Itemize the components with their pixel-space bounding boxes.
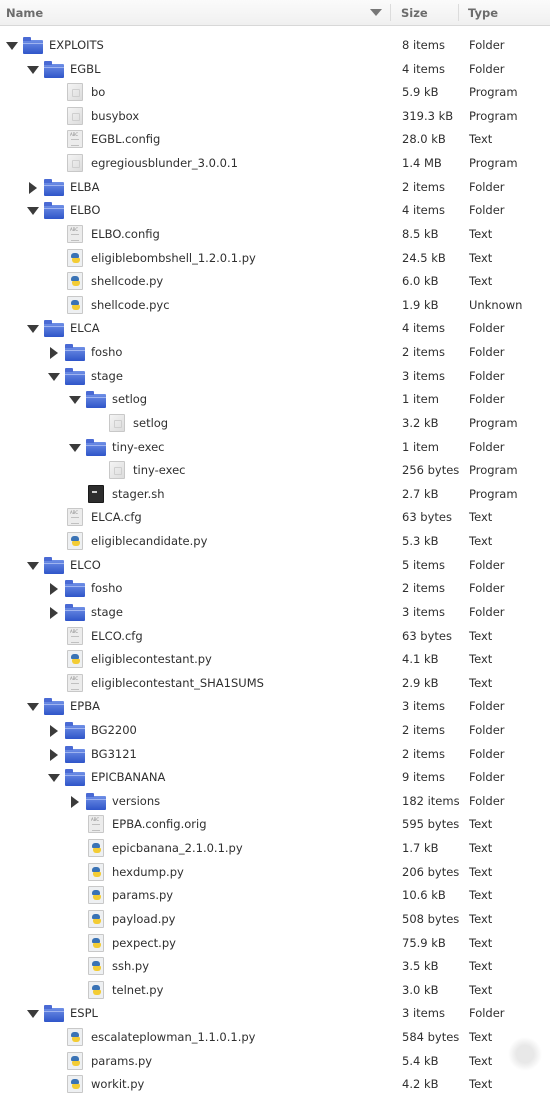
item-name: params.py — [91, 1053, 153, 1068]
item-size: 4 items — [402, 321, 445, 336]
python-file-icon — [65, 1028, 85, 1046]
item-size: 5.9 kB — [402, 85, 439, 100]
tree-file-row[interactable] — [0, 294, 550, 317]
item-size: 9 items — [402, 770, 445, 785]
python-file-icon — [86, 981, 106, 999]
shell-script-icon — [86, 485, 106, 503]
tree-folder-row[interactable] — [0, 341, 550, 364]
item-name: ELCA — [70, 321, 100, 336]
tree-folder-row[interactable] — [0, 577, 550, 600]
item-name: stage — [91, 368, 123, 383]
tree-folder-row[interactable] — [0, 199, 550, 222]
item-name: BG3121 — [91, 746, 137, 761]
text-file-icon — [65, 130, 85, 148]
item-name: EPBA — [70, 699, 100, 714]
tree-file-row[interactable] — [0, 861, 550, 884]
item-name: egregiousblunder_3.0.0.1 — [91, 156, 238, 171]
item-name: tiny-exec — [133, 463, 186, 478]
item-type: Text — [469, 864, 493, 879]
python-file-icon — [65, 1052, 85, 1070]
item-type: Folder — [469, 203, 505, 218]
item-size: 5.4 kB — [402, 1053, 439, 1068]
item-size: 256 bytes — [402, 463, 460, 478]
item-type: Program — [469, 108, 518, 123]
program-file-icon — [65, 154, 85, 172]
tree-folder-row[interactable] — [0, 34, 550, 57]
tree-file-row[interactable] — [0, 672, 550, 695]
folder-icon — [44, 556, 64, 574]
expander-open-icon[interactable] — [48, 772, 59, 783]
expander-open-icon[interactable] — [27, 701, 38, 712]
item-type: Program — [469, 463, 518, 478]
item-size: 28.0 kB — [402, 132, 446, 147]
expander-open-icon[interactable] — [27, 205, 38, 216]
expander-closed-icon[interactable] — [48, 607, 59, 618]
tree-file-row[interactable] — [0, 247, 550, 270]
expander-closed-icon[interactable] — [48, 725, 59, 736]
item-type: Unknown — [469, 297, 523, 312]
folder-icon — [65, 579, 85, 597]
folder-icon — [44, 319, 64, 337]
item-size: 63 bytes — [402, 628, 452, 643]
item-type: Folder — [469, 770, 505, 785]
tree-file-row[interactable] — [0, 932, 550, 955]
expander-closed-icon[interactable] — [48, 749, 59, 760]
item-name: hexdump.py — [112, 864, 184, 879]
item-name: EGBL — [70, 61, 101, 76]
tree-file-row[interactable] — [0, 955, 550, 978]
tree-folder-row[interactable] — [0, 388, 550, 411]
tree-folder-row[interactable] — [0, 695, 550, 718]
folder-icon — [44, 60, 64, 78]
python-file-icon — [86, 863, 106, 881]
folder-icon — [65, 367, 85, 385]
item-size: 206 bytes — [402, 864, 460, 879]
item-name: params.py — [112, 888, 174, 903]
item-size: 2 items — [402, 345, 445, 360]
text-file-icon — [65, 225, 85, 243]
item-size: 182 items — [402, 793, 460, 808]
item-size: 1.9 kB — [402, 297, 439, 312]
tree-file-row[interactable] — [0, 81, 550, 104]
item-size: 3 items — [402, 1006, 445, 1021]
item-size: 2 items — [402, 746, 445, 761]
expander-open-icon[interactable] — [6, 40, 17, 51]
tree-folder-row[interactable] — [0, 176, 550, 199]
item-size: 4.1 kB — [402, 652, 439, 667]
tree-file-row[interactable] — [0, 506, 550, 529]
tree-folder-row[interactable] — [0, 1002, 550, 1025]
item-size: 4 items — [402, 203, 445, 218]
item-type: Folder — [469, 746, 505, 761]
tree-file-row[interactable] — [0, 483, 550, 506]
item-type: Folder — [469, 557, 505, 572]
item-type: Folder — [469, 722, 505, 737]
item-name: eligiblecandidate.py — [91, 534, 208, 549]
item-type: Text — [469, 675, 493, 690]
tree-folder-row[interactable] — [0, 601, 550, 624]
tree-file-row[interactable] — [0, 128, 550, 151]
item-size: 3.5 kB — [402, 959, 439, 974]
item-type: Text — [469, 1053, 493, 1068]
text-file-icon — [65, 627, 85, 645]
item-size: 584 bytes — [402, 1030, 460, 1045]
item-size: 1.4 MB — [402, 156, 442, 171]
folder-icon — [44, 697, 64, 715]
item-type: Text — [469, 1030, 493, 1045]
item-name: eligiblecontestant.py — [91, 652, 212, 667]
item-size: 3 items — [402, 368, 445, 383]
column-header-name[interactable]: Name — [6, 6, 44, 20]
tree-folder-row[interactable] — [0, 317, 550, 340]
tree-file-row[interactable] — [0, 223, 550, 246]
item-size: 24.5 kB — [402, 250, 446, 265]
item-name: eligiblecontestant_SHA1SUMS — [91, 675, 264, 690]
item-size: 8 items — [402, 38, 445, 52]
python-file-icon — [86, 934, 106, 952]
item-name: ELCO — [70, 557, 101, 572]
item-type: Text — [469, 534, 493, 549]
item-type: Folder — [469, 392, 505, 407]
python-file-icon — [65, 296, 85, 314]
item-name: versions — [112, 793, 161, 808]
item-name: ssh.py — [112, 959, 150, 974]
expander-closed-icon[interactable] — [27, 182, 38, 193]
expander-open-icon[interactable] — [27, 1008, 38, 1019]
folder-icon — [65, 343, 85, 361]
item-type: Folder — [469, 439, 505, 454]
tree-file-row[interactable] — [0, 459, 550, 482]
program-file-icon — [107, 461, 127, 479]
item-size: 1.7 kB — [402, 841, 439, 856]
item-size: 3.0 kB — [402, 982, 439, 997]
expander-open-icon[interactable] — [27, 323, 38, 334]
item-name: ELCA.cfg — [91, 510, 142, 525]
item-name: ESPL — [70, 1006, 98, 1021]
item-type: Folder — [469, 61, 505, 76]
item-name: EXPLOITS — [49, 38, 104, 52]
item-name: ELBO.config — [91, 226, 160, 241]
expander-open-icon[interactable] — [27, 64, 38, 75]
python-file-icon — [65, 1075, 85, 1093]
item-type: Text — [469, 911, 493, 926]
tree-file-row[interactable] — [0, 837, 550, 860]
item-size: 8.5 kB — [402, 226, 439, 241]
item-type: Program — [469, 486, 518, 501]
folder-icon — [65, 768, 85, 786]
expander-open-icon[interactable] — [27, 560, 38, 571]
tree-folder-row[interactable] — [0, 719, 550, 742]
item-name: EGBL.config — [91, 132, 161, 147]
item-type: Text — [469, 817, 493, 832]
sort-descending-icon[interactable] — [370, 9, 382, 16]
folder-icon — [65, 603, 85, 621]
expander-open-icon[interactable] — [48, 371, 59, 382]
item-type: Text — [469, 888, 493, 903]
tree-folder-row[interactable] — [0, 436, 550, 459]
tree-file-row[interactable] — [0, 412, 550, 435]
expander-closed-icon[interactable] — [48, 583, 59, 594]
item-name: busybox — [91, 108, 140, 123]
tree-file-row[interactable] — [0, 105, 550, 128]
item-name: setlog — [112, 392, 148, 407]
item-name: tiny-exec — [112, 439, 165, 454]
item-type: Text — [469, 959, 493, 974]
item-type: Text — [469, 510, 493, 525]
item-type: Text — [469, 1077, 493, 1092]
item-name: eligiblebombshell_1.2.0.1.py — [91, 250, 256, 265]
tree-file-row[interactable] — [0, 625, 550, 648]
item-name: stage — [91, 604, 123, 619]
item-size: 10.6 kB — [402, 888, 446, 903]
item-size: 75.9 kB — [402, 935, 446, 950]
item-type: Folder — [469, 604, 505, 619]
item-name: EPICBANANA — [91, 770, 166, 785]
item-name: epicbanana_2.1.0.1.py — [112, 841, 243, 856]
tree-file-row[interactable] — [0, 530, 550, 553]
item-name: telnet.py — [112, 982, 164, 997]
tree-folder-row[interactable] — [0, 554, 550, 577]
item-size: 2 items — [402, 581, 445, 596]
watermark-splash — [505, 1034, 545, 1074]
item-size: 3.2 kB — [402, 415, 439, 430]
python-file-icon — [86, 886, 106, 904]
folder-icon — [86, 390, 106, 408]
text-file-icon — [65, 674, 85, 692]
folder-icon — [86, 438, 106, 456]
item-name: ELBO — [70, 203, 101, 218]
item-name: fosho — [91, 345, 123, 360]
column-header-bar — [0, 0, 550, 26]
tree-file-row[interactable] — [0, 270, 550, 293]
column-header-type[interactable]: Type — [468, 6, 499, 20]
text-file-icon — [86, 815, 106, 833]
python-file-icon — [65, 650, 85, 668]
item-name: bo — [91, 85, 106, 100]
expander-closed-icon[interactable] — [48, 347, 59, 358]
item-type: Folder — [469, 38, 505, 52]
item-type: Program — [469, 415, 518, 430]
item-type: Text — [469, 982, 493, 997]
item-size: 1 item — [402, 439, 439, 454]
item-name: fosho — [91, 581, 123, 596]
folder-icon — [65, 721, 85, 739]
folder-icon — [86, 792, 106, 810]
tree-file-row[interactable] — [0, 152, 550, 175]
tree-folder-row[interactable] — [0, 58, 550, 81]
python-file-icon — [65, 249, 85, 267]
python-file-icon — [86, 839, 106, 857]
item-type: Folder — [469, 179, 505, 194]
folder-icon — [23, 36, 43, 54]
item-name: setlog — [133, 415, 169, 430]
column-header-size[interactable]: Size — [401, 6, 428, 20]
python-file-icon — [65, 272, 85, 290]
tree-file-row[interactable] — [0, 908, 550, 931]
item-type: Folder — [469, 368, 505, 383]
tree-folder-row[interactable] — [0, 790, 550, 813]
expander-open-icon[interactable] — [69, 442, 80, 453]
item-size: 508 bytes — [402, 911, 460, 926]
tree-file-row[interactable] — [0, 813, 550, 836]
item-type: Folder — [469, 581, 505, 596]
tree-folder-row[interactable] — [0, 766, 550, 789]
python-file-icon — [65, 532, 85, 550]
item-size: 1 item — [402, 392, 439, 407]
item-type: Folder — [469, 793, 505, 808]
expander-open-icon[interactable] — [69, 394, 80, 405]
item-size: 3 items — [402, 699, 445, 714]
tree-file-row[interactable] — [0, 979, 550, 1002]
item-type: Text — [469, 274, 493, 289]
folder-icon — [44, 201, 64, 219]
item-type: Folder — [469, 321, 505, 336]
program-file-icon — [65, 107, 85, 125]
item-size: 2 items — [402, 722, 445, 737]
python-file-icon — [86, 957, 106, 975]
item-name: EPBA.config.orig — [112, 817, 207, 832]
text-file-icon — [65, 508, 85, 526]
item-name: workit.py — [91, 1077, 145, 1092]
tree-file-row[interactable] — [0, 884, 550, 907]
tree-folder-row[interactable] — [0, 365, 550, 388]
item-size: 319.3 kB — [402, 108, 454, 123]
item-type: Text — [469, 935, 493, 950]
item-size: 2.9 kB — [402, 675, 439, 690]
item-type: Text — [469, 132, 493, 147]
item-type: Text — [469, 250, 493, 265]
item-name: payload.py — [112, 911, 176, 926]
item-type: Text — [469, 841, 493, 856]
item-name: shellcode.py — [91, 274, 164, 289]
item-type: Text — [469, 226, 493, 241]
column-divider[interactable] — [458, 4, 459, 21]
item-size: 63 bytes — [402, 510, 452, 525]
item-type: Text — [469, 652, 493, 667]
item-name: shellcode.pyc — [91, 297, 170, 312]
item-type: Program — [469, 156, 518, 171]
program-file-icon — [65, 83, 85, 101]
item-size: 4.2 kB — [402, 1077, 439, 1092]
item-size: 3 items — [402, 604, 445, 619]
tree-file-row[interactable] — [0, 648, 550, 671]
item-size: 4 items — [402, 61, 445, 76]
folder-icon — [44, 1004, 64, 1022]
item-name: ELBA — [70, 179, 100, 194]
item-size: 595 bytes — [402, 817, 460, 832]
column-divider[interactable] — [390, 4, 391, 21]
item-name: BG2200 — [91, 722, 137, 737]
item-type: Program — [469, 85, 518, 100]
item-type: Folder — [469, 345, 505, 360]
item-size: 6.0 kB — [402, 274, 439, 289]
item-name: escalateplowman_1.1.0.1.py — [91, 1030, 256, 1045]
folder-icon — [44, 178, 64, 196]
folder-icon — [65, 745, 85, 763]
item-size: 5.3 kB — [402, 534, 439, 549]
tree-folder-row[interactable] — [0, 743, 550, 766]
item-size: 5 items — [402, 557, 445, 572]
program-file-icon — [107, 414, 127, 432]
item-type: Text — [469, 628, 493, 643]
item-type: Folder — [469, 1006, 505, 1021]
python-file-icon — [86, 910, 106, 928]
item-size: 2 items — [402, 179, 445, 194]
item-name: stager.sh — [112, 486, 165, 501]
item-name: pexpect.py — [112, 935, 176, 950]
item-type: Folder — [469, 699, 505, 714]
item-size: 2.7 kB — [402, 486, 439, 501]
expander-closed-icon[interactable] — [69, 796, 80, 807]
item-name: ELCO.cfg — [91, 628, 143, 643]
